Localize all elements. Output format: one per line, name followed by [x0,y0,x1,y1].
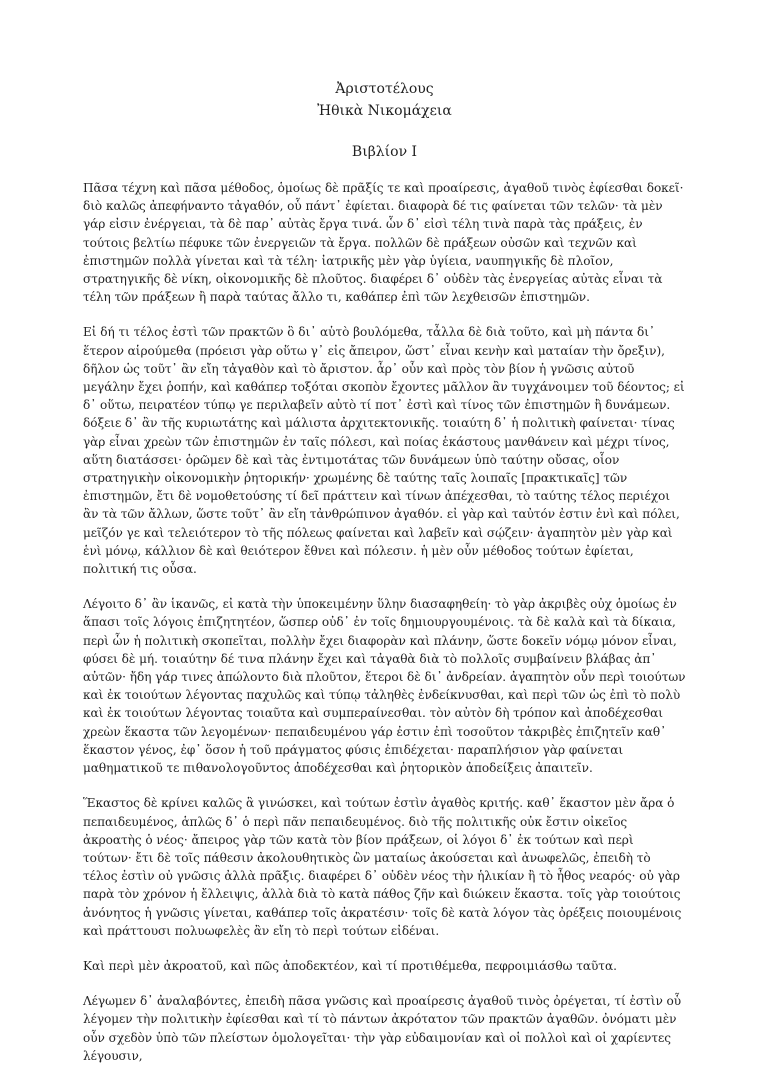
paragraph-2: Εἰ δή τι τέλος ἐστὶ τῶν πρακτῶν ὃ δι᾽ αὑτὸ βουλόμεθα, τἆλλα δὲ διὰ τοῦτο, καὶ μὴ πάντα δι᾽ ἕτερον αἱρούμεθα (πρόεισι γὰρ οὕτω γ᾽ εἰς ἄπειρον, ὥστ᾽ εἶναι κενὴν καὶ ματαίαν τὴν ὄρεξιν), δῆλον ὡς τοῦτ᾽ ἂν εἴη τἀγαθὸν καὶ τὸ ἄριστον. ἆρ᾽ οὖν καὶ πρὸς τὸν βίον ἡ γνῶσις αὐτοῦ μεγάλην ἔχει ῥοπήν, καὶ καθάπερ τοξόται σκοπὸν ἔχοντες μᾶλλον ἂν τυγχάνοιμεν τοῦ δέοντος; εἰ δ᾽ οὕτω, πειρατέον τύπῳ γε περιλαβεῖν αὐτὸ τί ποτ᾽ ἐστὶ καὶ τίνος τῶν ἐπιστημῶν ἢ δυνάμεων. δόξειε δ᾽ ἂν τῆς κυριωτάτης καὶ μάλιστα ἀρχιτεκτονικῆς. τοιαύτη δ᾽ ἡ πολιτικὴ φαίνεται· τίνας γὰρ εἶναι χρεὼν τῶν ἐπιστημῶν ἐν ταῖς πόλεσι, καὶ ποίας ἑκάστους μανθάνειν καὶ μέχρι τίνος, αὕτη διατάσσει· ὁρῶμεν δὲ καὶ τὰς ἐντιμοτάτας τῶν δυνάμεων ὑπὸ ταύτην οὔσας, οἷον στρατηγικὴν οἰκονομικὴν ῥητορικήν· χρωμένης δὲ ταύτης ταῖς λοιπαῖς [πρακτικαῖς] τῶν ἐπιστημῶν, ἔτι δὲ νομοθετούσης τί δεῖ πράττειν καὶ τίνων ἀπέχεσθαι, τὸ ταύτης τέλος περιέχοι ἂν τὰ τῶν ἄλλων, ὥστε τοῦτ᾽ ἂν εἴη τἀνθρώπινον ἀγαθόν. εἰ γὰρ καὶ ταὐτόν ἐστιν ἑνὶ καὶ πόλει, μεῖζόν γε καὶ τελειότερον τὸ τῆς πόλεως φαίνεται καὶ λαβεῖν καὶ σῴζειν· ἀγαπητὸν μὲν γὰρ καὶ ἑνὶ μόνῳ, κάλλιον δὲ καὶ θειότερον ἔθνει καὶ πόλεσιν. ἡ μὲν οὖν μέθοδος τούτων ἐφίεται, πολιτική τις οὖσα. [83,325,685,577]
work-title: Ἠθικὰ Νικομάχεια [317,103,452,119]
paragraph-5: Καὶ περὶ μὲν ἀκροατοῦ, καὶ πῶς ἀποδεκτέον, καὶ τί προτιθέμεθα, πεφροιμιάσθω ταῦτα. [83,958,617,973]
book-title: Βιβλίον Ι [351,144,418,160]
paragraph-6: Λέγωμεν δ᾽ ἀναλαβόντες, ἐπειδὴ πᾶσα γνῶσις καὶ προαίρεσις ἀγαθοῦ τινὸς ὀρέγεται, τί ἐστὶν οὗ λέγομεν τὴν πολιτικὴν ἐφίεσθαι καὶ τί τὸ πάντων ἀκρότατον τῶν πρακτῶν ἀγαθῶν. ὀνόματι μὲν οὖν σχεδὸν ὑπὸ τῶν πλείστων ὁμολογεῖται· τὴν γὰρ εὐδαιμονίαν καὶ οἱ πολλοὶ καὶ οἱ χαρίεντες λέγουσιν, [83,994,682,1063]
paragraph-1: Πᾶσα τέχνη καὶ πᾶσα μέθοδος, ὁμοίως δὲ πρᾶξίς τε καὶ προαίρεσις, ἀγαθοῦ τινὸς ἐφίεσθαι δοκεῖ· διὸ καλῶς ἀπεφήναντο τἀγαθόν, οὗ πάντ᾽ ἐφίεται. διαφορὰ δέ τις φαίνεται τῶν τελῶν· τὰ μὲν γάρ εἰσιν ἐνέργειαι, τὰ δὲ παρ᾽ αὐτὰς ἔργα τινά. ὧν δ᾽ εἰσὶ τέλη τινὰ παρὰ τὰς πράξεις, ἐν τούτοις βελτίω πέφυκε τῶν ἐνεργειῶν τὰ ἔργα. πολλῶν δὲ πράξεων οὐσῶν καὶ τεχνῶν καὶ ἐπιστημῶν πολλὰ γίνεται καὶ τὰ τέλη· ἰατρικῆς μὲν γὰρ ὑγίεια, ναυπηγικῆς δὲ πλοῖον, στρατηγικῆς δὲ νίκη, οἰκονομικῆς δὲ πλοῦτος. διαφέρει δ᾽ οὐδὲν τὰς ἐνεργείας αὐτὰς εἶναι τὰ τέλη τῶν πράξεων ἢ παρὰ ταύτας ἄλλο τι, καθάπερ ἐπὶ τῶν λεχθεισῶν ἐπιστημῶν. [83,181,684,305]
author-title: Ἀριστοτέλους [335,81,434,97]
document-page [83,78,686,1082]
paragraph-4: Ἕκαστος δὲ κρίνει καλῶς ἃ γινώσκει, καὶ τούτων ἐστὶν ἀγαθὸς κριτής. καθ᾽ ἕκαστον μὲν ἄρα ὁ πεπαιδευμένος, ἁπλῶς δ᾽ ὁ περὶ πᾶν πεπαιδευμένος. διὸ τῆς πολιτικῆς οὐκ ἔστιν οἰκεῖος ἀκροατὴς ὁ νέος· ἄπειρος γὰρ τῶν κατὰ τὸν βίον πράξεων, οἱ λόγοι δ᾽ ἐκ τούτων καὶ περὶ τούτων· ἔτι δὲ τοῖς πάθεσιν ἀκολουθητικὸς ὢν ματαίως ἀκούσεται καὶ ἀνωφελῶς, ἐπειδὴ τὸ τέλος ἐστὶν οὐ γνῶσις ἀλλὰ πρᾶξις. διαφέρει δ᾽ οὐδὲν νέος τὴν ἡλικίαν ἢ τὸ ἦθος νεαρός· οὐ γὰρ παρὰ τὸν χρόνον ἡ ἔλλειψις, ἀλλὰ διὰ τὸ κατὰ πάθος ζῆν καὶ διώκειν ἕκαστα. τοῖς γὰρ τοιούτοις ἀνόνητος ἡ γνῶσις γίνεται, καθάπερ τοῖς ἀκρατέσιν· τοῖς δὲ κατὰ λόγον τὰς ὀρέξεις ποιουμένοις καὶ πράττουσι πολυωφελὲς ἂν εἴη τὸ περὶ τούτων εἰδέναι. [83,796,682,938]
paragraph-3: Λέγοιτο δ᾽ ἂν ἱκανῶς, εἰ κατὰ τὴν ὑποκειμένην ὕλην διασαφηθείη· τὸ γὰρ ἀκριβὲς οὐχ ὁμοίως ἐν ἅπασι τοῖς λόγοις ἐπιζητητέον, ὥσπερ οὐδ᾽ ἐν τοῖς δημιουργουμένοις. τὰ δὲ καλὰ καὶ τὰ δίκαια, περὶ ὧν ἡ πολιτικὴ σκοπεῖται, πολλὴν ἔχει διαφορὰν καὶ πλάνην, ὥστε δοκεῖν νόμῳ μόνον εἶναι, φύσει δὲ μή. τοιαύτην δέ τινα πλάνην ἔχει καὶ τἀγαθὰ διὰ τὸ πολλοῖς συμβαίνειν βλάβας ἀπ᾽ αὐτῶν· ἤδη γάρ τινες ἀπώλοντο διὰ πλοῦτον, ἕτεροι δὲ δι᾽ ἀνδρείαν. ἀγαπητὸν οὖν περὶ τοιούτων καὶ ἐκ τοιούτων λέγοντας παχυλῶς καὶ τύπῳ τἀληθὲς ἐνδείκνυσθαι, καὶ περὶ τῶν ὡς ἐπὶ τὸ πολὺ καὶ ἐκ τοιούτων λέγοντας τοιαῦτα καὶ συμπεραίνεσθαι. τὸν αὐτὸν δὴ τρόπον καὶ ἀποδέχεσθαι χρεὼν ἕκαστα τῶν λεγομένων· πεπαιδευμένου γάρ ἐστιν ἐπὶ τοσοῦτον τἀκριβὲς ἐπιζητεῖν καθ᾽ ἕκαστον γένος, ἐφ᾽ ὅσον ἡ τοῦ πράγματος φύσις ἐπιδέχεται· παραπλήσιον γὰρ φαίνεται μαθηματικοῦ τε πιθανολογοῦντος ἀποδέχεσθαι καὶ ῥητορικὸν ἀποδείξεις ἀπαιτεῖν. [83,597,686,776]
